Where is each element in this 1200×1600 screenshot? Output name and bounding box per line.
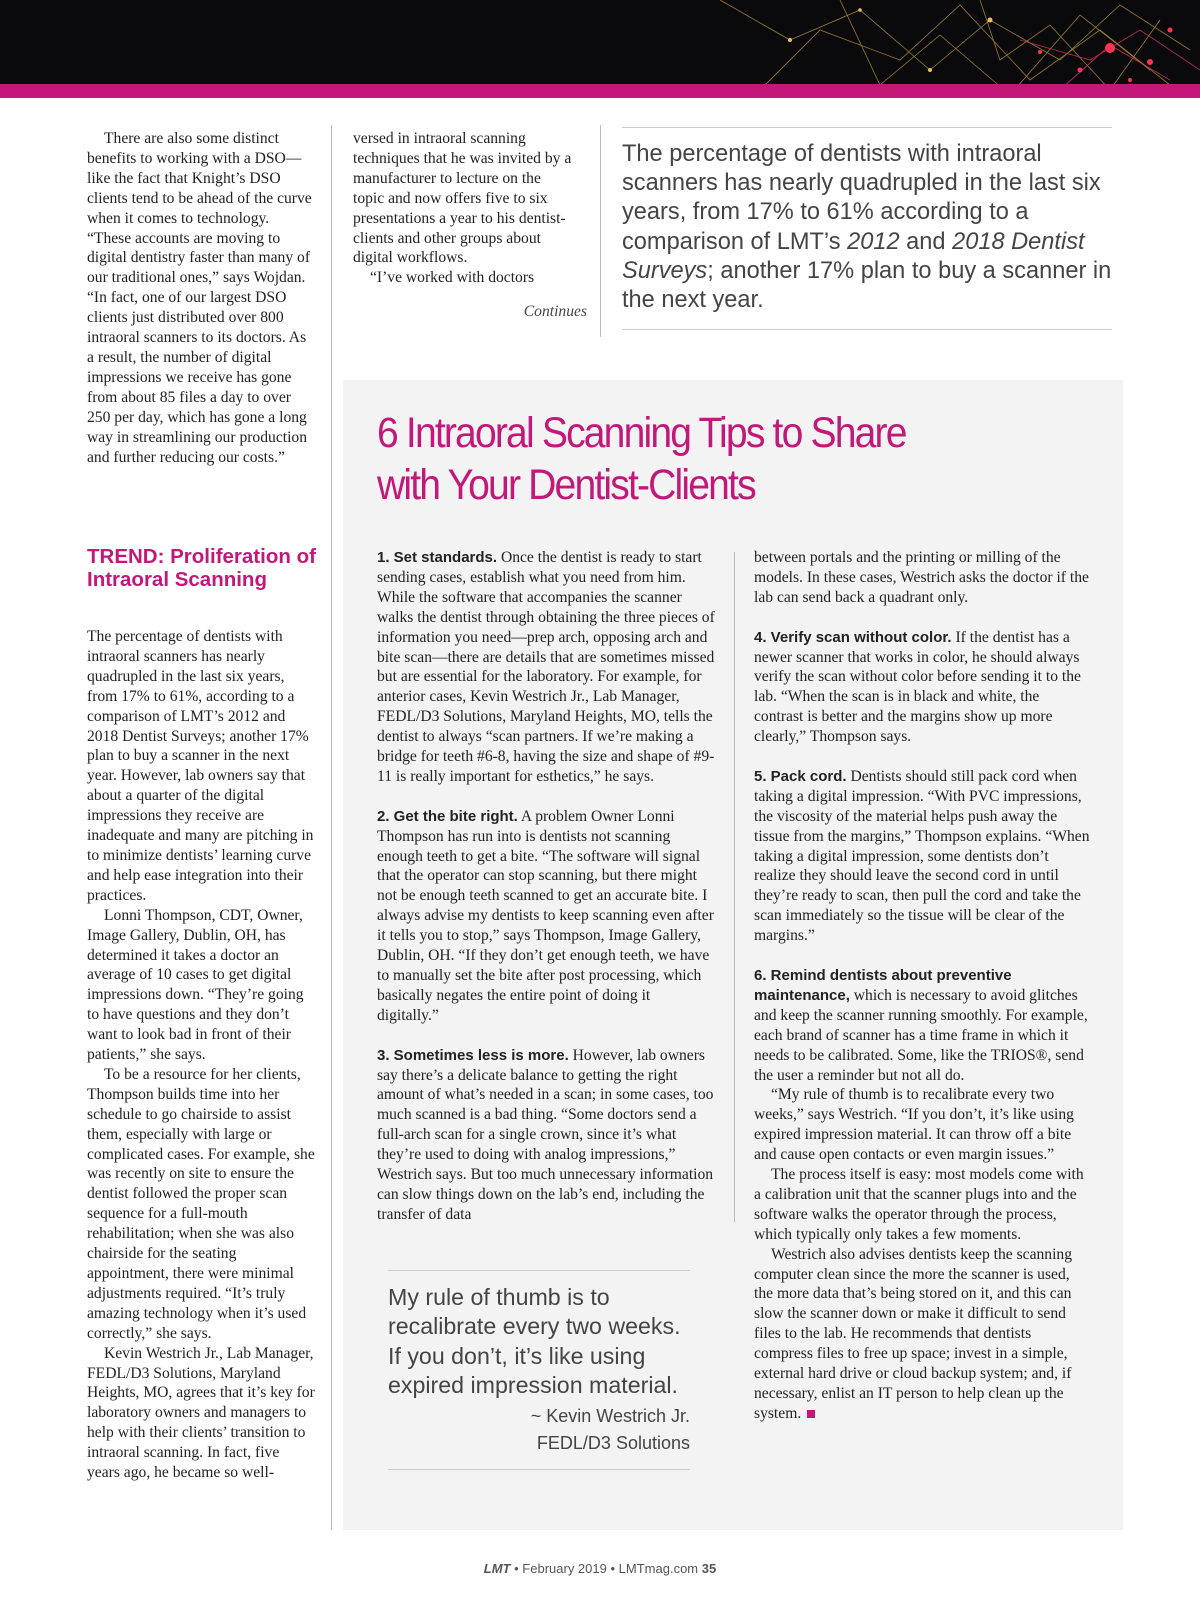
pull-quote-text: The percentage of dentists with intraoral scanners has nearly quadrupled in the last six years, from 17% to 61% according to a comparison of LMT’s xyxy=(622,141,1101,255)
tips-right-column xyxy=(754,548,1092,1424)
continues-label: Continues xyxy=(523,303,587,320)
footer-brand: LMT xyxy=(483,1561,511,1576)
trend-heading: TREND: Proliferation of Intraoral Scanning xyxy=(87,545,316,591)
tip-body: which is necessary to avoid glitches and keep the scanner running smoothly. For example, each brand of scanner has a time frame in which it needs to be calibrated. Some, like the TRIOS®, send the user a reminder but not all do. xyxy=(754,986,1088,1084)
tip-3 xyxy=(377,1046,715,1225)
tip-6 xyxy=(754,966,1092,1085)
column-divider xyxy=(331,125,332,1530)
tip-body: Once the dentist is ready to start sending cases, establish what you need from him. While the software that accompanies the scanner walks the dentist through obtaining the three pieces of information you need—prep arch, opposing arch and bite scan—there are details that are sometimes missed but are essential for the laboratory. For example, for anterior cases, Kevin Westrich Jr., Lab Manager, FEDL/D3 Solutions, Maryland Heights, MO, tells the dentist to always “scan partners. If we’re making a bridge for teeth #6-8, having the size and shape of #9-11 is really important for esthetics,” he says. xyxy=(377,549,715,785)
footer-separator: • xyxy=(514,1561,519,1576)
pull-quote-text: My rule of thumb is to recalibrate every two weeks. If you don’t, it’s like using expired impression material. xyxy=(388,1284,681,1399)
pull-quote-survey: 2018 Dentist Surveys xyxy=(622,228,1085,284)
pull-quote-year: 2012 xyxy=(847,228,900,255)
tip-heading: 6. Remind dentists about preventive maintenance, xyxy=(754,966,1012,1004)
sidebar-title-line: 6 Intraoral Scanning Tips to Share xyxy=(377,410,906,457)
column-two-paragraph-1: versed in intraoral scanning techniques that he was invited by a manufacturer to lecture on the topic and now offers five to six presentations a year to his dentist-clients and other groups about digital workflows. xyxy=(353,130,572,267)
tip-body: However, lab owners say there’s a delicate balance to getting the right amount of what’s needed in a scan; in some cases, too much scanned is a bad thing. “Some doctors send a full-arch scan for a single crown, since it’s what they’re used to doing with analog impressions,” Westrich says. But too much unnecessary information can slow things down on the lab’s end, including the transfer of data xyxy=(377,1046,714,1223)
tip-body: If the dentist has a newer scanner that works in color, he should always verify the scan without color before sending it to the lab. “When the scan is in black and white, the contrast is better and the margins show up more clearly,” Thompson says. xyxy=(754,628,1081,746)
column-two xyxy=(353,129,573,288)
footer-separator: • xyxy=(610,1561,616,1576)
tip-5 xyxy=(754,767,1092,946)
pull-quote-text: ; another 17% plan to buy a scanner in the next year. xyxy=(622,257,1112,314)
tip-6-paragraph xyxy=(754,1245,1092,1424)
trend-paragraph-1: The percentage of dentists with intraoral scanners has nearly quadrupled in the last six years, from 17% to 61%, according to a comparison of LMT’s 2012 and 2018 Dentist Surveys; another 17% plan to buy a scanner in the next year. However, lab owners say that about a quarter of the digital impressions they receive are inadequate and many are pitching in to minimize dentists’ learning curve and help ease integration into their practices. xyxy=(87,628,314,904)
tip-body: A problem Owner Lonni Thompson has run into is dentists not scanning enough teeth to get a bite. “The software will signal that the operator can stop scanning, but there might not be enough teeth scanned to get an accurate bite. I always advise my dentists to keep scanning even after it tells you to stop,” says Thompson, Image Gallery, Dublin, OH. “If they don’t get enough teeth, we have to manually set the bite after post processing, which basically negates the entire point of doing it digitally.” xyxy=(377,807,714,1024)
tip-6-paragraph: “My rule of thumb is to recalibrate every two weeks,” says Westrich. “If you don’t, it’s like using expired impression material. It can throw off a bite and cause open contacts or even margin issues.” xyxy=(754,1086,1074,1164)
tips-left-column xyxy=(377,548,715,1225)
intro-paragraph: There are also some distinct benefits to working with a DSO—like the fact that Knight’s DSO clients tend to be ahead of the curve when it comes to technology. “These accounts are moving to digital dentistry faster than many of our traditional ones,” says Wojdan. “In fact, one of our largest DSO clients just distributed over 800 intraoral scanners to its doctors. As a result, the number of digital impressions we receive has gone from about 85 files a day to over 250 per day, which has gone a long way in streamlining our production and further reducing our costs.” xyxy=(87,130,312,466)
tip-1 xyxy=(377,548,715,787)
page-number: 35 xyxy=(701,1561,717,1576)
column-divider xyxy=(734,552,735,1222)
tip-body: Dentists should still pack cord when taking a digital impression. “With PVC impressions, the viscosity of the material helps push away the tissue from the margins,” Thompson explains. “When taking a digital impression, some dentists don’t realize they should leave the second cord in until they’re ready to scan, then pull the cord and take the scan immediately so the tissue will be clear of the margins.” xyxy=(754,767,1090,945)
sidebar-title xyxy=(377,408,1021,512)
tip-heading: 1. Set standards. xyxy=(377,549,498,566)
end-mark-icon xyxy=(807,1410,815,1418)
attribution-name: ~ Kevin Westrich Jr. xyxy=(530,1405,690,1426)
accent-bar xyxy=(0,84,1200,98)
tip-heading: 3. Sometimes less is more. xyxy=(377,1046,569,1064)
sidebar-title-line: with Your Dentist-Clients xyxy=(377,462,755,509)
column-divider xyxy=(600,125,601,337)
column-one-intro xyxy=(87,129,315,467)
pull-quote-top xyxy=(622,127,1112,330)
tip-heading: 2. Get the bite right. xyxy=(377,807,518,825)
footer-date: February 2019 xyxy=(522,1561,607,1576)
column-one-body xyxy=(87,627,315,1483)
page-footer xyxy=(0,1561,1200,1576)
footer-site: LMTmag.com xyxy=(618,1561,699,1576)
tip-2 xyxy=(377,807,715,1026)
tip-heading: 5. Pack cord. xyxy=(754,767,847,785)
tip-4 xyxy=(754,628,1092,747)
tip-6-final-text: Westrich also advises dentists keep the scanning computer clean since the more the scanner is used, the more data that’s being stored on it, and this can slow the scanner down or make it difficult to send files to the lab. He recommends that dentists compress files to free up space; invest in a simple, external hard drive or cloud backup system; and, if necessary, enlist an IT person to help clean up the system. xyxy=(754,1245,1073,1422)
tip-3-continued: between portals and the printing or milling of the models. In these cases, Westrich asks the doctor if the lab can send back a quadrant only. xyxy=(754,549,1089,606)
pull-quote-bottom xyxy=(388,1270,690,1470)
trend-paragraph-2: Lonni Thompson, CDT, Owner, Image Gallery, Dublin, OH, has determined it takes a doctor an average of 10 cases to get digital impressions down. “They’re going to have questions and they don’t want to look bad in front of their patients,” she says. xyxy=(87,906,304,1064)
tip-6-paragraph: The process itself is easy: most models come with a calibration unit that the scanner plugs into and the software walks the operator through the process, which typically only takes a few moments. xyxy=(754,1166,1084,1243)
attribution-org: FEDL/D3 Solutions xyxy=(536,1432,690,1453)
pull-quote-text: and xyxy=(899,228,953,255)
tip-heading: 4. Verify scan without color. xyxy=(754,628,952,646)
trend-paragraph-3: To be a resource for her clients, Thompson builds time into her schedule to go chairside to assist them, especially with large or complicated cases. For example, she was recently on site to ensure the dentist followed the proper scan sequence for a full-mouth rehabilitation; when she was also chairside for the seating appointment, there were minimal adjustments required. “It’s truly amazing technology when it’s used correctly,” she says. xyxy=(87,1065,315,1342)
column-two-paragraph-2: “I’ve worked with doctors xyxy=(370,269,535,287)
pull-quote-attribution xyxy=(388,1403,690,1457)
trend-paragraph-4: Kevin Westrich Jr., Lab Manager, FEDL/D3 Solutions, Maryland Heights, MO, agrees that it’s key for laboratory owners and managers to help with their clients’ transition to intraoral scanning. In fact, five years ago, he became so well- xyxy=(87,1344,315,1482)
